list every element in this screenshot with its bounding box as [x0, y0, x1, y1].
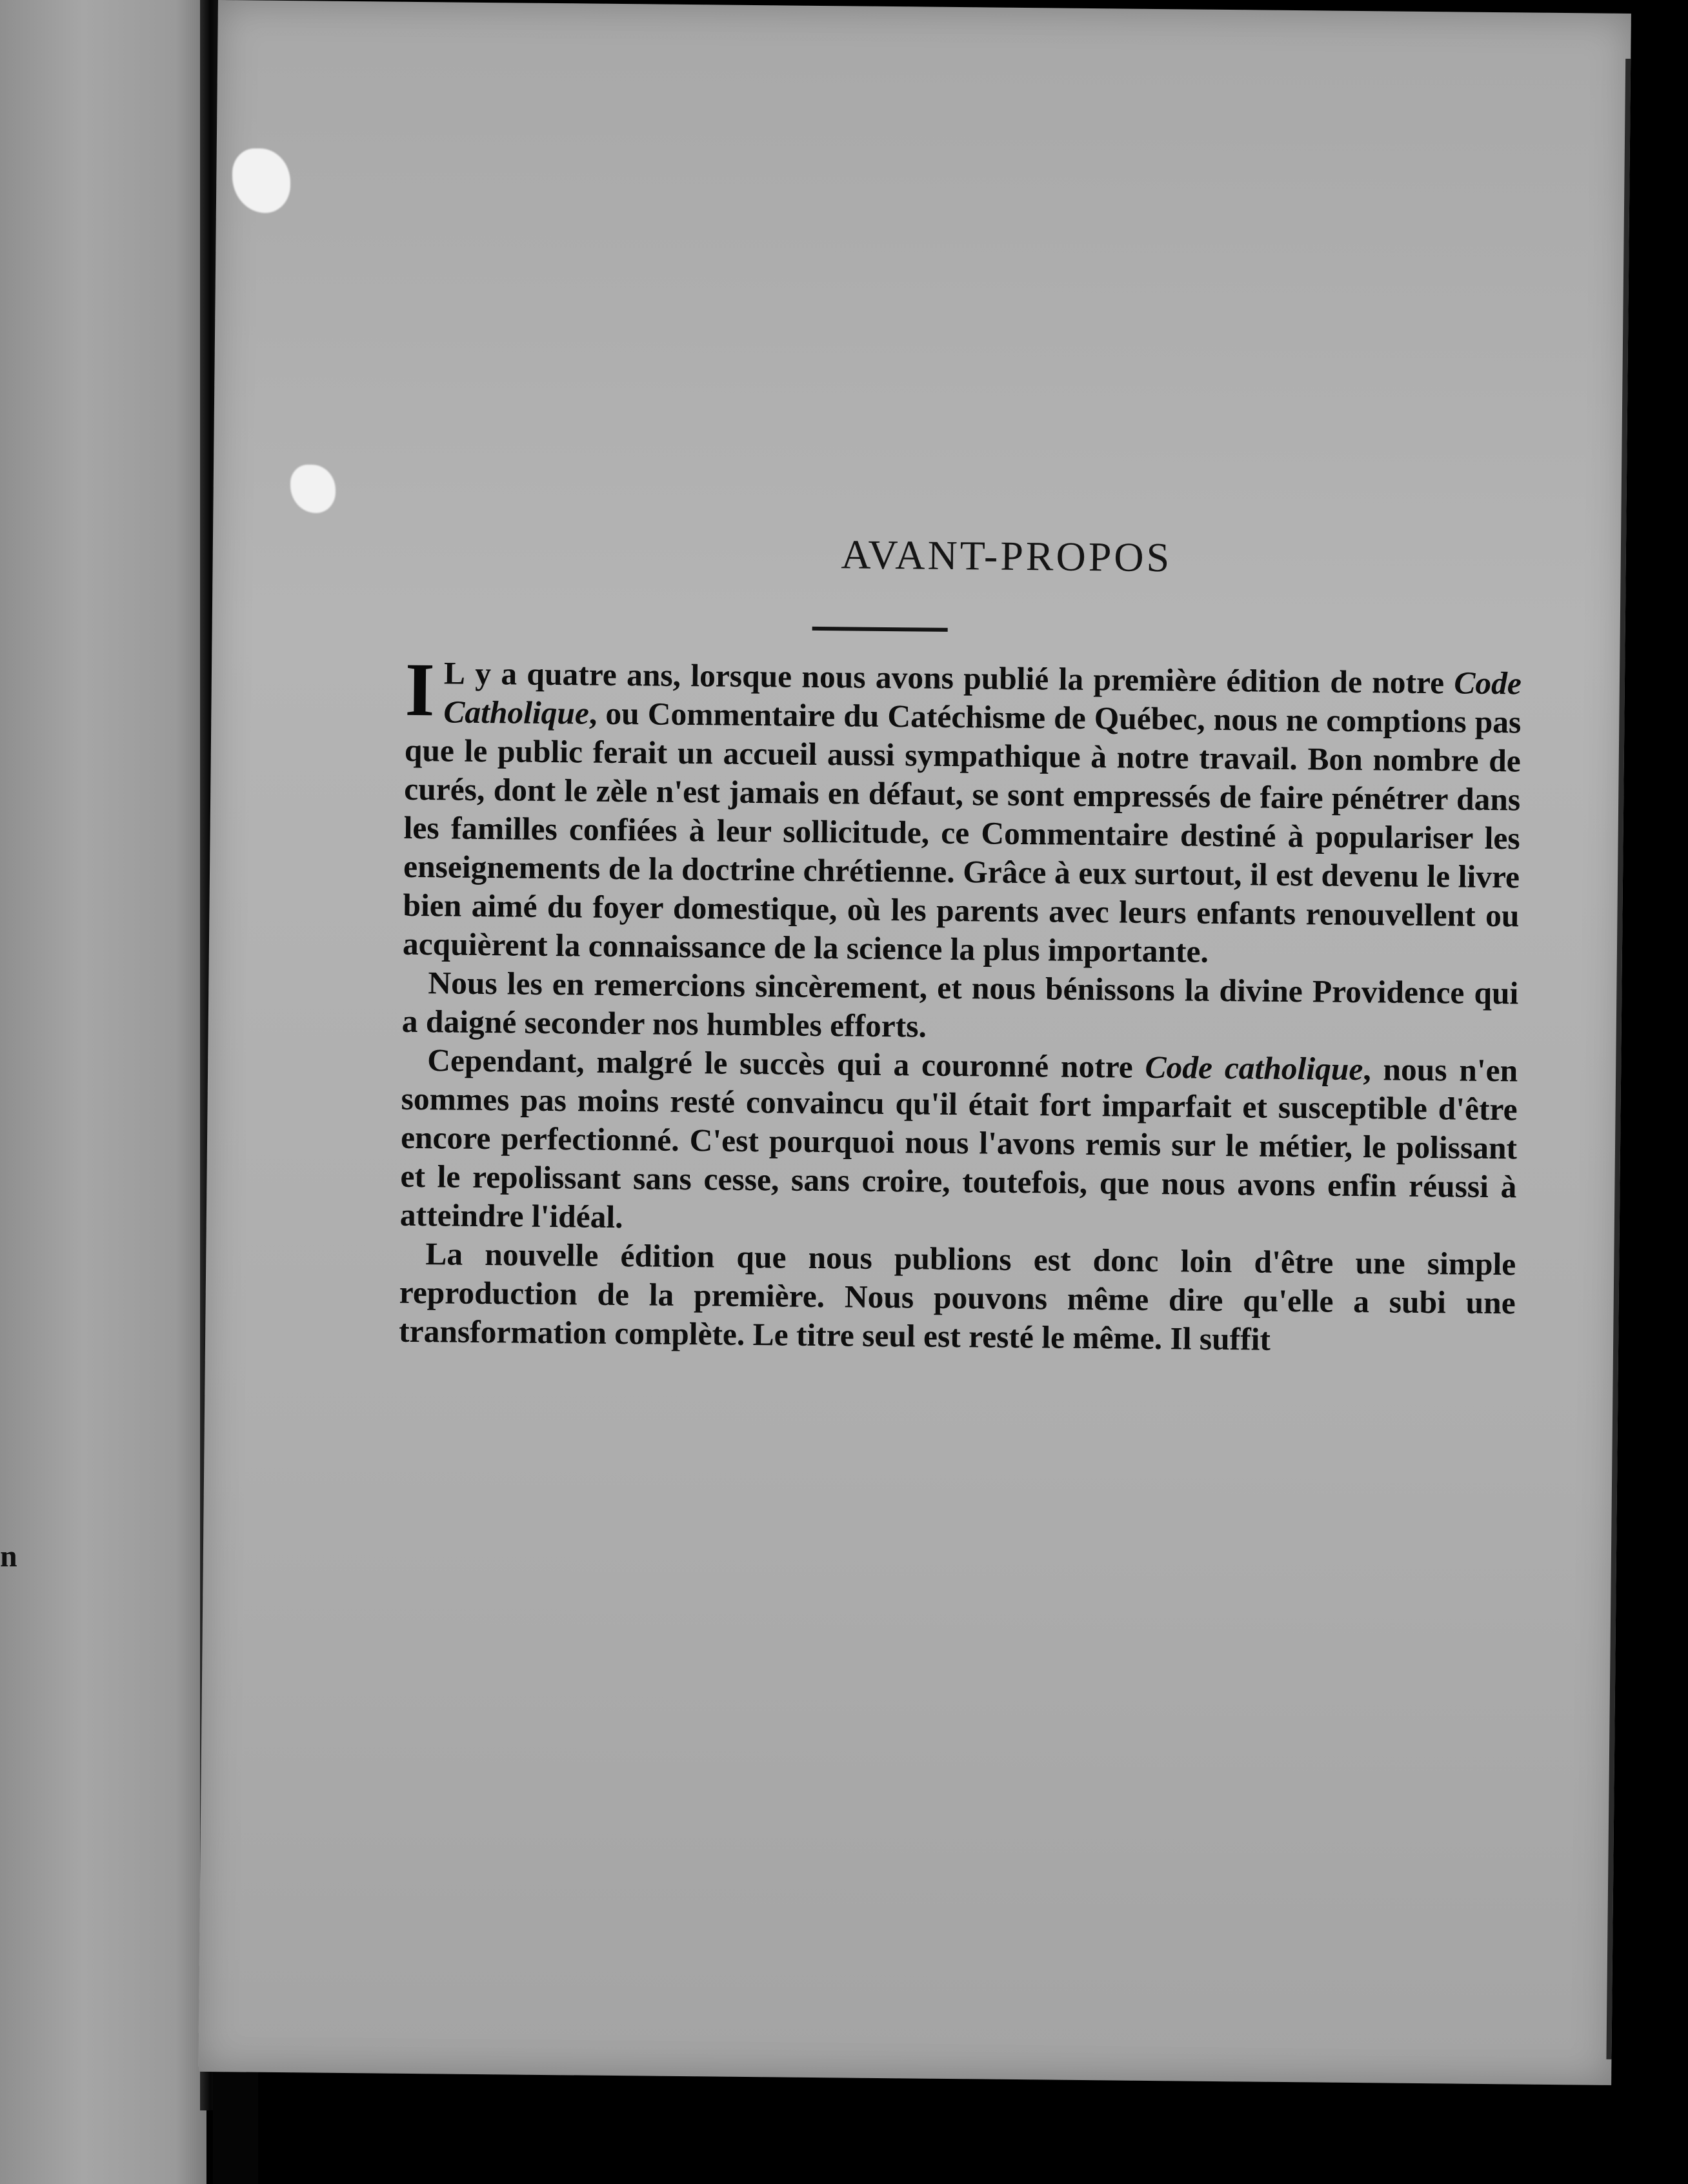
paragraph-1: [402, 647, 1522, 975]
paragraph-3-text-b: , nous n'en sommes pas moins resté convaincu qu'il était fort imparfait et susceptible d'être encore perfectionné. C'est pourquoi nous l'avons remis sur le métier, le polissant et le repolissant sans cesse, sans croire, toutefois, que nous avons enfin réussi à atteindre l'idéal.: [399, 1051, 1518, 1235]
page-edge: [1606, 59, 1631, 2059]
paragraph-3: [400, 1041, 1518, 1246]
title-rule: [812, 627, 948, 632]
paragraph-2: Nous les en remercions sincèrement, et nous bénissons la divine Providence qui a daigné seconder nos humbles efforts.: [401, 965, 1519, 1044]
paragraph-3-italic: Code catholique: [1145, 1049, 1363, 1087]
body-text: [398, 647, 1522, 1362]
paragraph-1-lead: L: [443, 655, 466, 691]
paragraph-1-italic: Code Catholique: [443, 665, 1522, 731]
paragraph-1-text-b: , ou Commentaire du Catéchisme de Québec, nous ne comptions pas que le public ferait un accueil aussi sympathique à notre travail. Bon nombre de curés, dont le zèle n'est jamais en défaut, se sont empressés de faire pénétrer dans les familles confiées à leur sollicitude, ce Commentaire destiné à populariser les enseignements de la doctrine chrétienne. Grâce à eux surtout, il est devenu le livre bien aimé du foyer domestique, où les parents avec leurs enfants renouvellent ou acquièrent la connaissance de la science la plus importante.: [402, 695, 1522, 969]
paragraph-3-text-a: Cependant, malgré le succès qui a couronné notre: [427, 1042, 1145, 1085]
left-page-fragment: [0, 0, 206, 2184]
paragraph-4: La nouvelle édition que nous publions est donc loin d'être une simple reproduction de la première. Nous pouvons même dire qu'elle a subi une transformation complète. Le titre seul est resté le même. Il suffit: [398, 1236, 1516, 1357]
page-title: AVANT-PROPOS: [841, 531, 1172, 581]
left-page-edge-letter: n: [0, 1539, 17, 1573]
drop-cap: I: [405, 647, 436, 733]
paragraph-1-text-a: y a quatre ans, lorsque nous avons publié la première édition de notre: [465, 655, 1454, 701]
book-page: [198, 0, 1631, 2085]
